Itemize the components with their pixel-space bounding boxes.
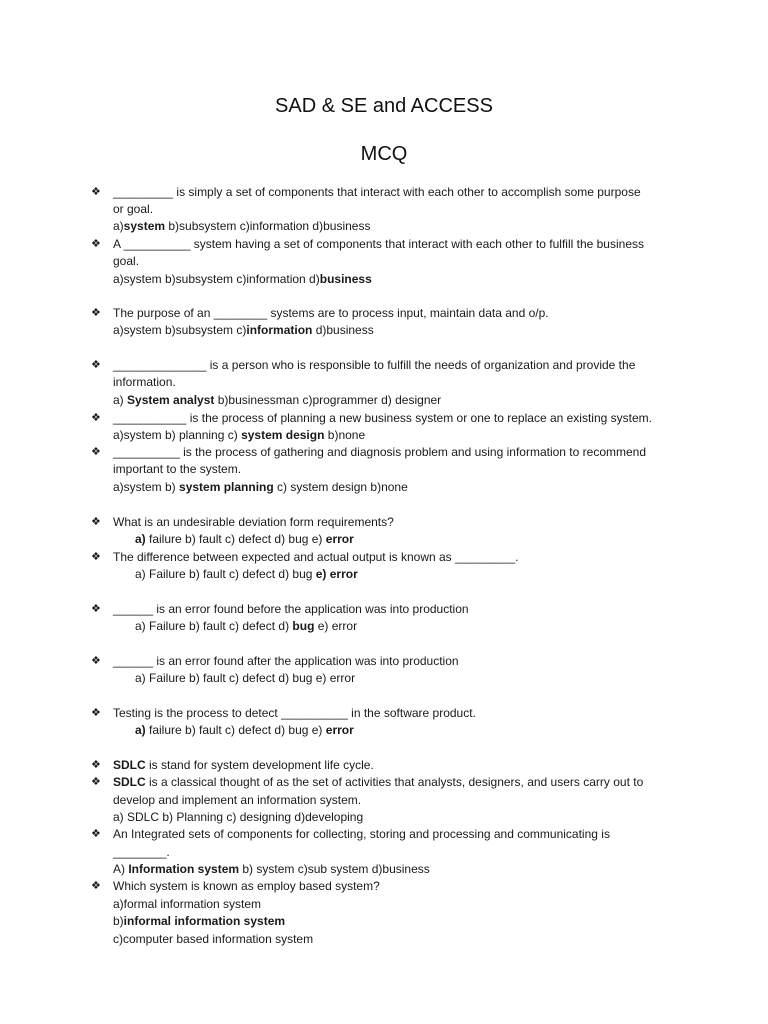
document-subtitle: MCQ — [360, 143, 408, 165]
question-text: information. — [113, 375, 176, 389]
diamond-bullet-icon: ❖ — [91, 880, 101, 892]
question-text: ________. — [113, 845, 170, 859]
diamond-bullet-icon: ❖ — [91, 776, 101, 788]
diamond-bullet-icon: ❖ — [91, 828, 101, 840]
question-text: What is an undesirable deviation form requirements? — [113, 515, 394, 529]
answer-option: a)formal information system — [113, 897, 262, 911]
diamond-bullet-icon: ❖ — [91, 186, 101, 198]
diamond-bullet-icon: ❖ — [91, 412, 101, 424]
diamond-bullet-icon: ❖ — [91, 603, 101, 615]
answer-options: a) System analyst b)businessman c)programmer d) designer — [113, 393, 442, 407]
answer-options: a)system b) system planning c) system design b)none — [113, 480, 408, 494]
answer-options: a)system b)subsystem c)information d)business — [113, 272, 372, 286]
question-text: An Integrated sets of components for collecting, storing and processing and communicating is — [113, 827, 610, 841]
question-text: Which system is known as employ based system? — [113, 879, 380, 893]
question-text: Testing is the process to detect __________ in the software product. — [113, 706, 476, 720]
question-text: __________ is the process of gathering and diagnosis problem and using information to recommend — [113, 445, 647, 459]
answer-option: b)informal information system — [113, 914, 286, 928]
answer-options: a)system b)subsystem c)information d)business — [113, 219, 371, 233]
diamond-bullet-icon: ❖ — [91, 238, 101, 250]
diamond-bullet-icon: ❖ — [91, 707, 101, 719]
diamond-bullet-icon: ❖ — [91, 307, 101, 319]
answer-options: a)system b) planning c) system design b)none — [113, 428, 366, 442]
answer-options: A) Information system b) system c)sub system d)business — [113, 862, 430, 876]
document-title: SAD & SE and ACCESS — [275, 95, 493, 117]
question-text: goal. — [113, 254, 140, 268]
diamond-bullet-icon: ❖ — [91, 551, 101, 563]
question-text: ______________ is a person who is responsible to fulfill the needs of organization and provide the — [113, 358, 636, 372]
diamond-bullet-icon: ❖ — [91, 759, 101, 771]
question-text: SDLC is stand for system development life cycle. — [113, 758, 374, 772]
answer-options: a) Failure b) fault c) defect d) bug e) error — [135, 567, 358, 581]
diamond-bullet-icon: ❖ — [91, 516, 101, 528]
question-text: develop and implement an information system. — [113, 793, 362, 807]
question-text: SDLC is a classical thought of as the set of activities that analysts, designers, and users carry out to — [113, 775, 644, 789]
answer-options: a) SDLC b) Planning c) designing d)developing — [113, 810, 364, 824]
answer-options: a) failure b) fault c) defect d) bug e) error — [135, 723, 354, 737]
diamond-bullet-icon: ❖ — [91, 359, 101, 371]
question-text: _________ is simply a set of components that interact with each other to accomplish some purpose — [113, 185, 641, 199]
answer-options: a) failure b) fault c) defect d) bug e) error — [135, 532, 354, 546]
answer-options: a) Failure b) fault c) defect d) bug e) error — [135, 671, 356, 685]
question-text: or goal. — [113, 202, 154, 216]
question-text: ______ is an error found after the application was into production — [113, 654, 459, 668]
question-text: The purpose of an ________ systems are to process input, maintain data and o/p. — [113, 306, 549, 320]
question-text: ___________ is the process of planning a new business system or one to replace an existing system. — [113, 411, 652, 425]
question-text: important to the system. — [113, 462, 242, 476]
answer-options: a)system b)subsystem c)information d)business — [113, 323, 374, 337]
diamond-bullet-icon: ❖ — [91, 655, 101, 667]
question-text: The difference between expected and actual output is known as _________. — [113, 550, 519, 564]
answer-option: c)computer based information system — [113, 932, 314, 946]
diamond-bullet-icon: ❖ — [91, 446, 101, 458]
question-text: ______ is an error found before the application was into production — [113, 602, 469, 616]
question-text: A __________ system having a set of components that interact with each other to fulfill the business — [113, 237, 644, 251]
answer-options: a) Failure b) fault c) defect d) bug e) error — [135, 619, 358, 633]
